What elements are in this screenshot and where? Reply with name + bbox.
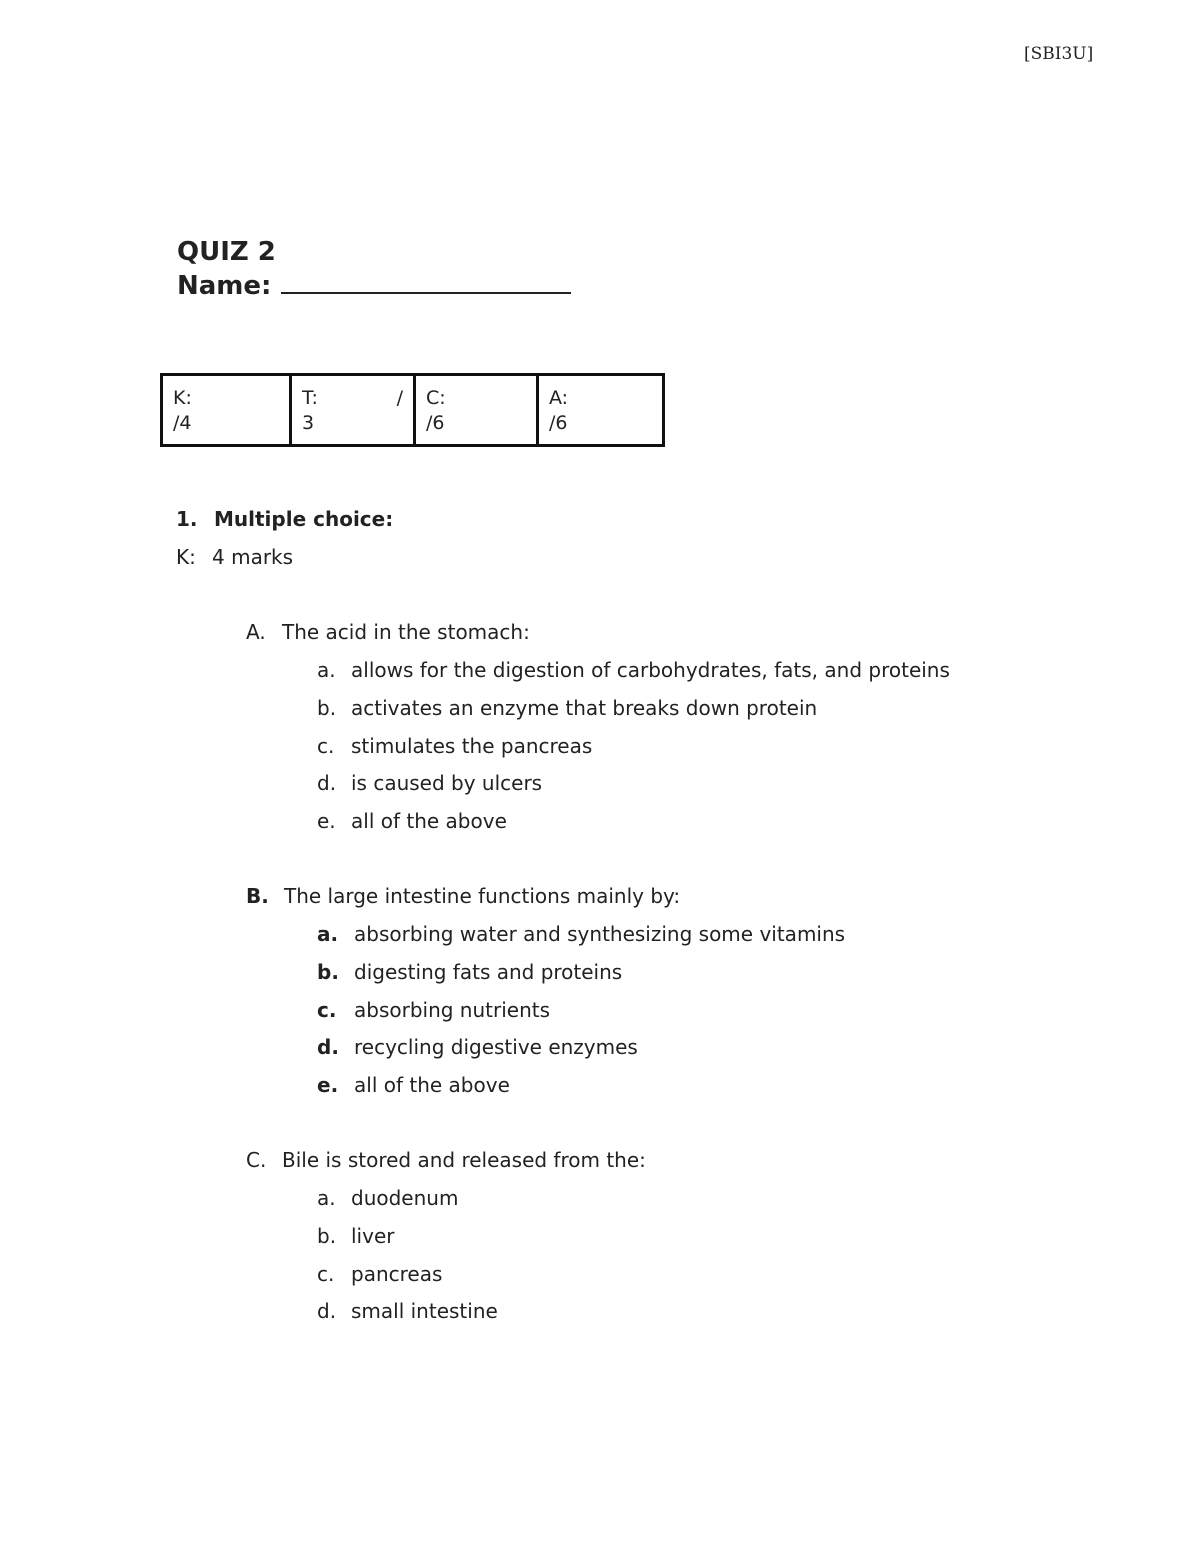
option-text: small intestine — [351, 1299, 498, 1324]
a-value: /6 — [549, 412, 568, 434]
question-letter: A. — [246, 620, 266, 644]
option-item[interactable] — [317, 733, 950, 771]
option-text: digesting fats and proteins — [354, 959, 623, 984]
marks-cell-a — [538, 375, 664, 446]
option-item[interactable] — [317, 695, 950, 733]
option-letter: b. — [317, 959, 339, 984]
option-item[interactable] — [317, 1298, 646, 1336]
option-letter: a. — [317, 1186, 336, 1210]
option-text: all of the above — [354, 1073, 510, 1098]
option-item[interactable] — [317, 1034, 845, 1072]
question-c — [246, 1147, 646, 1336]
option-item[interactable] — [317, 959, 845, 997]
question-a — [246, 619, 950, 846]
question-stem — [246, 1147, 646, 1185]
name-label: Name: — [177, 271, 272, 301]
t-slash: / — [396, 387, 403, 409]
option-letter: b. — [317, 695, 337, 720]
option-letter: e. — [317, 1073, 339, 1098]
name-blank-line[interactable] — [281, 268, 571, 294]
option-item[interactable] — [317, 1072, 845, 1110]
t-value: 3 — [302, 412, 315, 434]
k-label: K: — [173, 387, 192, 409]
option-item[interactable] — [317, 808, 950, 846]
t-label: T: — [302, 387, 318, 409]
question-text: The acid in the stomach: — [282, 620, 530, 644]
c-label: C: — [426, 387, 446, 409]
option-item[interactable] — [317, 770, 950, 808]
option-letter: e. — [317, 809, 336, 834]
option-text: pancreas — [351, 1261, 443, 1286]
question-b — [246, 883, 845, 1110]
course-code: [SBI3U] — [1024, 44, 1094, 64]
a-label: A: — [549, 387, 569, 409]
option-text: allows for the digestion of carbohydrates, fats, and proteins — [351, 658, 950, 682]
option-letter: c. — [317, 1261, 335, 1286]
question-stem — [246, 883, 845, 921]
option-item[interactable] — [317, 1185, 646, 1223]
question-letter: C. — [246, 1148, 267, 1172]
option-text: stimulates the pancreas — [351, 733, 593, 758]
section-title: Multiple choice: — [214, 507, 394, 531]
section-marks-label: K: — [176, 545, 196, 569]
marks-cell-t — [291, 375, 415, 446]
option-item[interactable] — [317, 921, 845, 959]
t-top-row — [302, 386, 403, 411]
k-value: /4 — [173, 412, 192, 434]
option-item[interactable] — [317, 1261, 646, 1299]
option-letter: a. — [317, 658, 336, 682]
option-text: absorbing nutrients — [354, 997, 551, 1022]
question-letter: B. — [246, 884, 269, 908]
option-item[interactable] — [317, 1223, 646, 1261]
option-list — [317, 921, 845, 1110]
option-text: duodenum — [351, 1186, 459, 1210]
option-text: all of the above — [351, 809, 507, 834]
name-row — [177, 268, 571, 302]
option-item[interactable] — [317, 657, 950, 695]
marks-row — [162, 375, 664, 446]
option-list — [317, 657, 950, 846]
marks-cell-c — [415, 375, 538, 446]
marks-table — [160, 373, 665, 447]
section-marks — [176, 544, 393, 582]
question-text: Bile is stored and released from the: — [282, 1148, 646, 1172]
section-1 — [176, 506, 393, 582]
option-letter: c. — [317, 733, 335, 758]
option-text: liver — [351, 1223, 395, 1248]
c-value: /6 — [426, 412, 445, 434]
section-number: 1. — [176, 507, 198, 531]
option-text: activates an enzyme that breaks down protein — [351, 695, 818, 720]
option-text: recycling digestive enzymes — [354, 1035, 638, 1060]
option-text: is caused by ulcers — [351, 771, 543, 796]
option-letter: d. — [317, 1299, 337, 1324]
option-item[interactable] — [317, 997, 845, 1035]
question-text: The large intestine functions mainly by: — [284, 884, 681, 908]
title-block — [177, 236, 571, 302]
option-list — [317, 1185, 646, 1336]
option-letter: c. — [317, 997, 337, 1022]
question-stem — [246, 619, 950, 657]
quiz-title: QUIZ 2 — [177, 237, 276, 267]
section-heading — [176, 506, 393, 544]
option-letter: a. — [317, 922, 339, 946]
option-letter: b. — [317, 1223, 337, 1248]
option-text: absorbing water and synthesizing some vitamins — [354, 922, 846, 946]
option-letter: d. — [317, 771, 337, 796]
section-marks-value: 4 marks — [212, 545, 294, 569]
option-letter: d. — [317, 1035, 339, 1060]
marks-cell-k — [162, 375, 291, 446]
